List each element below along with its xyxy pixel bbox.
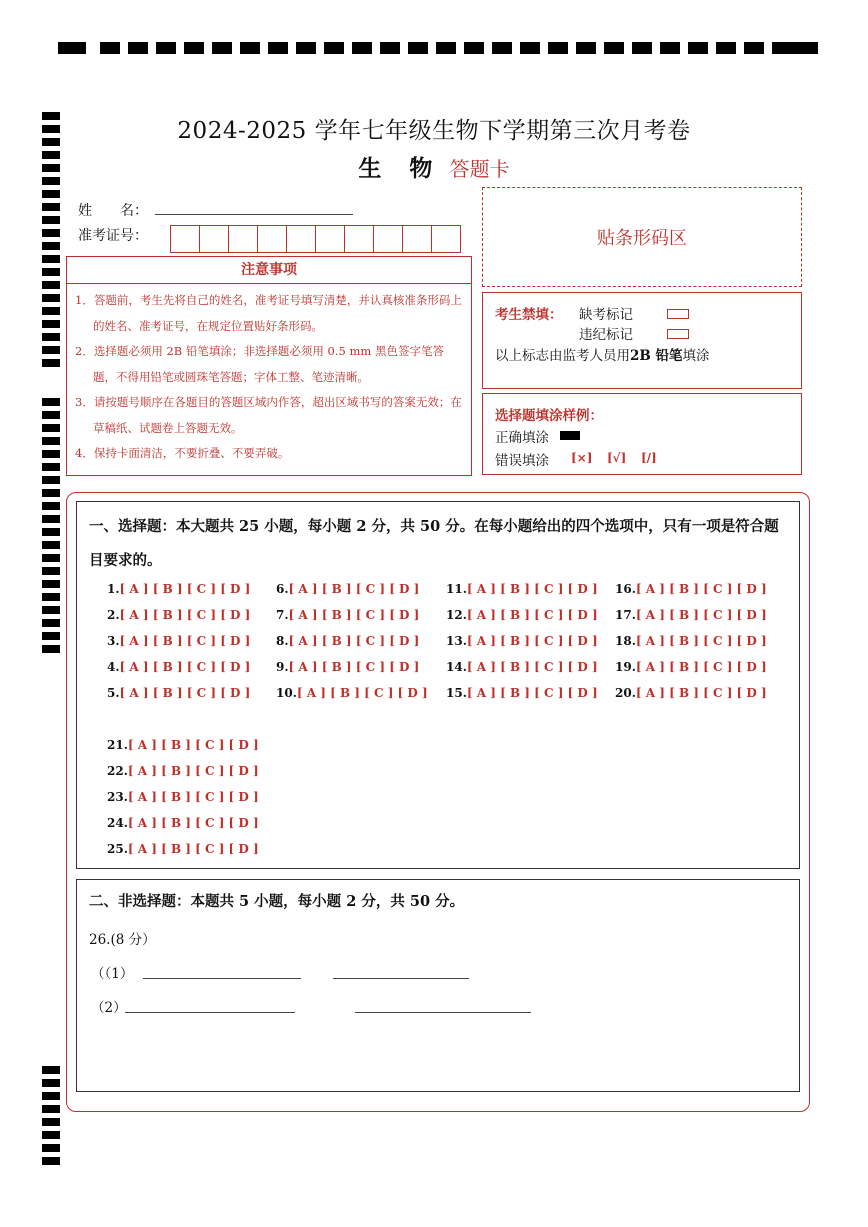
prohibited-note-bold: 2B 铅笔 bbox=[630, 348, 683, 364]
question-number: 10. bbox=[276, 686, 297, 700]
choice-question[interactable] bbox=[276, 634, 419, 648]
option-bubbles[interactable]: [ A ] [ B ] [ C ] [ D ] bbox=[288, 582, 420, 596]
choice-question[interactable] bbox=[276, 686, 428, 700]
question-number: 14. bbox=[446, 660, 467, 674]
choice-question[interactable] bbox=[107, 738, 259, 752]
option-bubbles[interactable]: [ A ] [ B ] [ C ] [ D ] bbox=[119, 582, 251, 596]
question-number: 22. bbox=[107, 764, 128, 778]
exam-id-label: 准考证号： bbox=[78, 228, 148, 244]
choice-question[interactable] bbox=[446, 582, 598, 596]
notice-item: 1．答题前，考生先将自己的姓名，准考证号填写清楚，并认真核准条形码上的姓名、准考证号，在规定位置贴好条形码。 bbox=[75, 293, 462, 333]
choice-question[interactable] bbox=[107, 764, 259, 778]
question-number: 16. bbox=[615, 582, 636, 596]
section-choice bbox=[76, 501, 800, 869]
option-bubbles[interactable]: [ A ] [ B ] [ C ] [ D ] bbox=[127, 738, 259, 752]
wrong-mark-slash: [/] bbox=[641, 451, 657, 465]
option-bubbles[interactable]: [ A ] [ B ] [ C ] [ D ] bbox=[288, 608, 420, 622]
barcode-area-label: 贴条形码区 bbox=[597, 228, 687, 249]
notice-title: 注意事项 bbox=[67, 257, 471, 284]
answer-line[interactable] bbox=[355, 1012, 531, 1013]
option-bubbles[interactable]: [ A ] [ B ] [ C ] [ D ] bbox=[127, 764, 259, 778]
violation-mark-box[interactable] bbox=[667, 325, 689, 341]
section-non-choice-heading: 二、非选择题：本题共 5 小题，每小题 2 分，共 50 分。 bbox=[89, 893, 465, 910]
part-2-label: （2） bbox=[91, 1000, 127, 1016]
id-digit-box[interactable] bbox=[373, 225, 403, 253]
prohibited-note-suffix: 填涂 bbox=[682, 348, 710, 364]
question-number: 7. bbox=[276, 608, 289, 622]
prohibited-note-prefix: 以上标志由监考人员用 bbox=[495, 348, 630, 364]
choice-question[interactable] bbox=[107, 634, 250, 648]
wrong-mark-check: [√] bbox=[607, 451, 627, 465]
left-timing-marks-middle bbox=[42, 398, 60, 658]
answer-line[interactable] bbox=[143, 978, 301, 979]
question-number: 2. bbox=[107, 608, 120, 622]
subject-name: 生 物 bbox=[358, 155, 443, 182]
question-number: 23. bbox=[107, 790, 128, 804]
id-digit-box[interactable] bbox=[170, 225, 200, 253]
question-number: 3. bbox=[107, 634, 120, 648]
choice-question[interactable] bbox=[615, 660, 767, 674]
prohibited-label: 考生禁填： bbox=[495, 307, 563, 323]
question-number: 17. bbox=[615, 608, 636, 622]
choice-question[interactable] bbox=[276, 582, 419, 596]
question-number: 18. bbox=[615, 634, 636, 648]
option-bubbles[interactable]: [ A ] [ B ] [ C ] [ D ] bbox=[127, 816, 259, 830]
id-digit-box[interactable] bbox=[344, 225, 374, 253]
question-number: 8. bbox=[276, 634, 289, 648]
wrong-mark-x: [×] bbox=[571, 451, 593, 465]
option-bubbles[interactable]: [ A ] [ B ] [ C ] [ D ] bbox=[466, 634, 598, 648]
question-number: 24. bbox=[107, 816, 128, 830]
exam-title: 2024-2025 学年七年级生物下学期第三次月考卷 bbox=[177, 118, 691, 144]
option-bubbles[interactable]: [ A ] [ B ] [ C ] [ D ] bbox=[127, 790, 259, 804]
correct-fill-label: 正确填涂 bbox=[495, 430, 549, 446]
absent-mark-label: 缺考标记 bbox=[579, 307, 633, 323]
absent-mark-box[interactable] bbox=[667, 305, 689, 321]
question-number: 15. bbox=[446, 686, 467, 700]
option-bubbles[interactable]: [ A ] [ B ] [ C ] [ D ] bbox=[466, 582, 598, 596]
wrong-fill-label: 错误填涂 bbox=[495, 453, 549, 469]
option-bubbles[interactable]: [ A ] [ B ] [ C ] [ D ] bbox=[466, 660, 598, 674]
choice-question[interactable] bbox=[276, 660, 419, 674]
question-number: 19. bbox=[615, 660, 636, 674]
choice-question[interactable] bbox=[107, 608, 250, 622]
option-bubbles[interactable]: [ A ] [ B ] [ C ] [ D ] bbox=[288, 634, 420, 648]
option-bubbles[interactable]: [ A ] [ B ] [ C ] [ D ] bbox=[296, 686, 428, 700]
notice-item: 4．保持卡面清洁，不要折叠、不要弄破。 bbox=[75, 446, 290, 460]
question-number: 9. bbox=[276, 660, 289, 674]
choice-question[interactable] bbox=[446, 634, 598, 648]
option-bubbles[interactable]: [ A ] [ B ] [ C ] [ D ] bbox=[466, 608, 598, 622]
option-bubbles[interactable]: [ A ] [ B ] [ C ] [ D ] bbox=[635, 660, 767, 674]
question-26-label: 26.(8 分） bbox=[89, 932, 156, 948]
option-bubbles[interactable]: [ A ] [ B ] [ C ] [ D ] bbox=[119, 634, 251, 648]
id-digit-box[interactable] bbox=[286, 225, 316, 253]
choice-question[interactable] bbox=[107, 842, 259, 856]
top-timing-marks bbox=[58, 42, 818, 54]
barcode-area bbox=[482, 187, 802, 287]
choice-question[interactable] bbox=[615, 634, 767, 648]
exam-id-boxes[interactable] bbox=[170, 225, 460, 253]
choice-question[interactable] bbox=[107, 790, 259, 804]
choice-question[interactable] bbox=[446, 660, 598, 674]
prohibited-note bbox=[495, 344, 710, 364]
option-bubbles[interactable]: [ A ] [ B ] [ C ] [ D ] bbox=[635, 608, 767, 622]
violation-mark-label: 违纪标记 bbox=[579, 327, 633, 343]
id-digit-box[interactable] bbox=[199, 225, 229, 253]
notice-item: 3．请按题号顺序在各题目的答题区域内作答，超出区域书写的答案无效；在草稿纸、试题卷上答题无效。 bbox=[75, 395, 462, 435]
choice-question[interactable] bbox=[107, 816, 259, 830]
question-number: 6. bbox=[276, 582, 289, 596]
answer-card-label: 答题卡 bbox=[449, 157, 510, 181]
fill-sample-title: 选择题填涂样例： bbox=[495, 408, 603, 424]
section-choice-heading: 一、选择题：本大题共 25 小题，每小题 2 分，共 50 分。在每小题给出的四个选项中，只有一项是符合题目要求的。 bbox=[89, 518, 779, 569]
option-bubbles[interactable]: [ A ] [ B ] [ C ] [ D ] bbox=[635, 582, 767, 596]
option-bubbles[interactable]: [ A ] [ B ] [ C ] [ D ] bbox=[466, 686, 598, 700]
option-bubbles[interactable]: [ A ] [ B ] [ C ] [ D ] bbox=[119, 686, 251, 700]
notice-body bbox=[67, 284, 471, 467]
correct-fill-mark bbox=[560, 431, 580, 440]
prohibited-box bbox=[482, 292, 802, 389]
option-bubbles[interactable]: [ A ] [ B ] [ C ] [ D ] bbox=[635, 686, 767, 700]
question-number: 21. bbox=[107, 738, 128, 752]
part-1-label: （（1） bbox=[91, 966, 134, 982]
option-bubbles[interactable]: [ A ] [ B ] [ C ] [ D ] bbox=[635, 634, 767, 648]
question-number: 20. bbox=[615, 686, 636, 700]
option-bubbles[interactable]: [ A ] [ B ] [ C ] [ D ] bbox=[119, 608, 251, 622]
choice-question[interactable] bbox=[107, 660, 250, 674]
option-bubbles[interactable]: [ A ] [ B ] [ C ] [ D ] bbox=[288, 660, 420, 674]
question-number: 1. bbox=[107, 582, 120, 596]
id-digit-box[interactable] bbox=[257, 225, 287, 253]
notice-item: 2．选择题必须用 2B 铅笔填涂；非选择题必须用 0.5 mm 黑色签字笔答题，不得用铅笔或圆珠笔答题；字体工整、笔迹清晰。 bbox=[75, 344, 444, 384]
id-digit-box[interactable] bbox=[315, 225, 345, 253]
choice-question[interactable] bbox=[615, 686, 767, 700]
name-label: 姓 名： bbox=[78, 203, 148, 219]
notice-box bbox=[66, 256, 472, 476]
choice-question[interactable] bbox=[107, 582, 250, 596]
card-subtitle bbox=[0, 150, 868, 183]
question-number: 13. bbox=[446, 634, 467, 648]
choice-question[interactable] bbox=[446, 608, 598, 622]
section-non-choice bbox=[76, 879, 800, 1092]
question-number: 12. bbox=[446, 608, 467, 622]
name-input-line[interactable] bbox=[155, 214, 353, 215]
id-digit-box[interactable] bbox=[431, 225, 461, 253]
question-number: 5. bbox=[107, 686, 120, 700]
choice-question[interactable] bbox=[276, 608, 419, 622]
option-bubbles[interactable]: [ A ] [ B ] [ C ] [ D ] bbox=[119, 660, 251, 674]
choice-question[interactable] bbox=[615, 582, 767, 596]
choice-question[interactable] bbox=[446, 686, 598, 700]
id-digit-box[interactable] bbox=[402, 225, 432, 253]
question-number: 11. bbox=[446, 582, 467, 596]
option-bubbles[interactable]: [ A ] [ B ] [ C ] [ D ] bbox=[127, 842, 259, 856]
id-digit-box[interactable] bbox=[228, 225, 258, 253]
choice-question[interactable] bbox=[107, 686, 250, 700]
answer-line[interactable] bbox=[333, 978, 469, 979]
fill-sample-box bbox=[482, 393, 802, 475]
choice-question[interactable] bbox=[615, 608, 767, 622]
answer-line[interactable] bbox=[125, 1012, 295, 1013]
question-number: 25. bbox=[107, 842, 128, 856]
left-timing-marks-lower bbox=[42, 1066, 60, 1166]
question-number: 4. bbox=[107, 660, 120, 674]
